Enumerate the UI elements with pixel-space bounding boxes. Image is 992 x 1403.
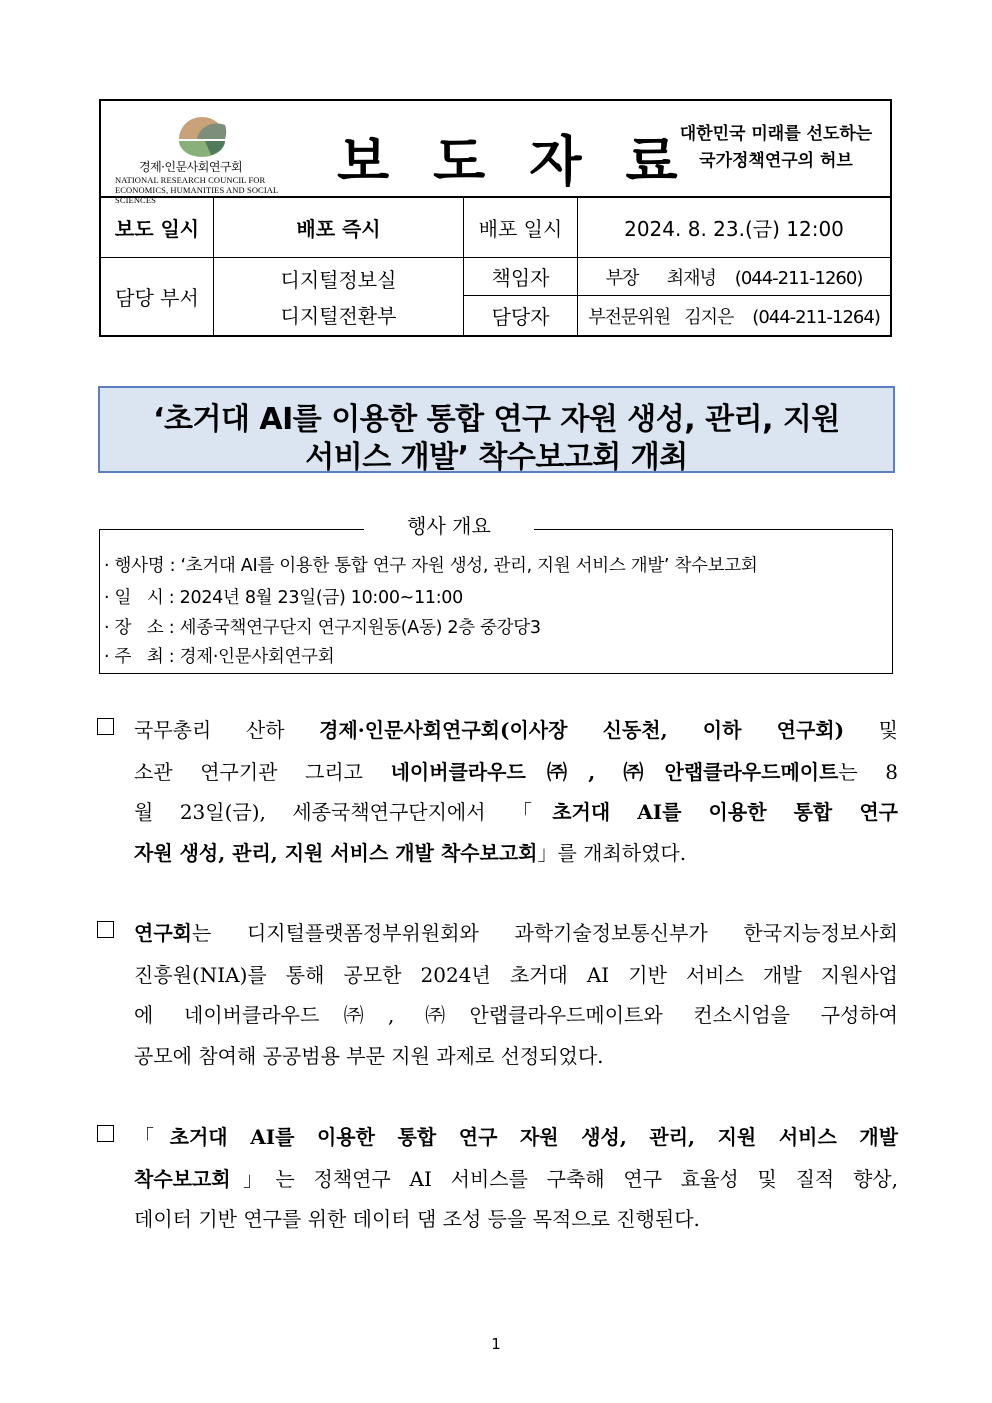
text-run: 는 디지털플랫폼정부위원회와 과학기술정보통신부가 한국지능정보사회 — [191, 921, 898, 945]
distribute-label: 배포 일시 — [478, 217, 563, 241]
headline-line: 서비스 개발’ 착수보고회 개최 — [305, 440, 688, 475]
paragraph-3 — [94, 1121, 898, 1241]
paragraph-line — [134, 796, 898, 825]
event-item: · 장 소 : 세종국책연구단지 연구지원동(A동) 2층 중강당3 — [104, 618, 541, 638]
event-overview-title: 행사 개요 — [364, 512, 534, 540]
slogan-line: 대한민국 미래를 선도하는 — [679, 124, 873, 144]
org-name-en-line: NATIONAL RESEARCH COUNCIL FOR — [115, 175, 266, 185]
slogan — [661, 121, 891, 175]
release-value: 배포 즉시 — [296, 217, 381, 241]
text-run: 월 23일(금), 세종국책연구단지에서 「 — [134, 800, 553, 824]
text-run-bold: 자원 생성, 관리, 지원 서비스 개발 착수보고회 — [134, 841, 538, 865]
text-run: 」를 개최하였다. — [537, 841, 687, 865]
paragraph-line — [134, 756, 898, 785]
paragraph-2 — [94, 917, 898, 1077]
text-run-bold: 경제·인문사회연구회(이사장 신동천, 이하 연구회) — [319, 718, 845, 742]
paragraph-line: 공모에 참여해 공공범용 부문 지원 과제로 선정되었다. — [134, 1044, 604, 1068]
event-item: · 행사명 : ‘초거대 AI를 이용한 통합 연구 자원 생성, 관리, 지원 서비스 개발’ 착수보고회 — [104, 556, 758, 576]
text-run: 「 — [134, 1125, 170, 1149]
org-emblem-icon — [167, 111, 237, 159]
checkbox-bullet-icon — [97, 921, 114, 938]
checkbox-bullet-icon — [97, 718, 114, 735]
paragraph-line: 데이터 기반 연구를 위한 데이터 댐 조성 등을 목적으로 진행된다. — [134, 1207, 700, 1231]
text-run-bold: 연구회 — [134, 921, 192, 945]
dept-label: 담당 부서 — [115, 286, 199, 310]
event-item: · 주 최 : 경제·인문사회연구회 — [104, 647, 335, 667]
text-run: 및 — [844, 718, 898, 742]
paragraph-line — [134, 917, 898, 946]
paragraph-line — [134, 1121, 898, 1150]
doc-title: 보도자료 — [337, 130, 722, 193]
event-item: · 일 시 : 2024년 8월 23일(금) 10:00~11:00 — [104, 588, 463, 608]
headline-line: ‘초거대 AI를 이용한 통합 연구 자원 생성, 관리, 지원 — [153, 402, 840, 437]
manager-label: 책임자 — [491, 266, 550, 290]
org-name-ko: 경제·인문사회연구회 — [139, 160, 243, 174]
text-run: 소관 연구기관 그리고 — [134, 760, 391, 784]
org-name-en-line: ECONOMICS, HUMANITIES AND SOCIAL SCIENCES — [115, 185, 278, 205]
text-run: 는 8 — [838, 760, 899, 784]
release-label: 보도 일시 — [114, 217, 200, 241]
paragraph-line: 진흥원(NIA)를 통해 공모한 2024년 초거대 AI 기반 서비스 개발 지원사업 — [134, 963, 898, 987]
text-run-bold: 착수보고회 — [134, 1167, 231, 1191]
org-logo — [107, 109, 293, 205]
text-run-bold: 초거대 AI를 이용한 통합 연구 — [552, 800, 898, 824]
headline-box — [98, 386, 895, 473]
contact-label: 담당자 — [491, 305, 550, 329]
dept-name: 디지털전환부 — [280, 303, 397, 328]
text-run: 국무총리 산하 — [134, 718, 320, 742]
page-number: 1 — [491, 1335, 501, 1353]
distribute-value: 2024. 8. 23.(금) 12:00 — [624, 217, 844, 241]
manager-value: 부장 최재녕 (044-211-1260) — [605, 267, 863, 289]
text-run: 」는 정책연구 AI 서비스를 구축해 연구 효율성 및 질적 향상, — [230, 1167, 898, 1191]
text-run-bold: 초거대 AI를 이용한 통합 연구 자원 생성, 관리, 지원 서비스 개발 — [169, 1125, 899, 1149]
dept-name: 디지털정보실 — [280, 267, 397, 292]
checkbox-bullet-icon — [97, 1125, 114, 1142]
header-table — [99, 99, 892, 337]
text-run-bold: 네이버클라우드㈜, ㈜안랩클라우드메이트 — [390, 760, 839, 784]
paragraph-line — [134, 837, 898, 866]
paragraph-1 — [94, 714, 898, 874]
slogan-line: 국가정책연구의 허브 — [699, 151, 853, 171]
contact-value: 부전문위원 김지은 (044-211-1264) — [588, 306, 880, 328]
paragraph-line — [134, 1163, 898, 1192]
paragraph-line: 에 네이버클라우드㈜, ㈜안랩클라우드메이트와 컨소시엄을 구성하여 — [134, 1003, 898, 1027]
paragraph-line — [134, 714, 898, 743]
